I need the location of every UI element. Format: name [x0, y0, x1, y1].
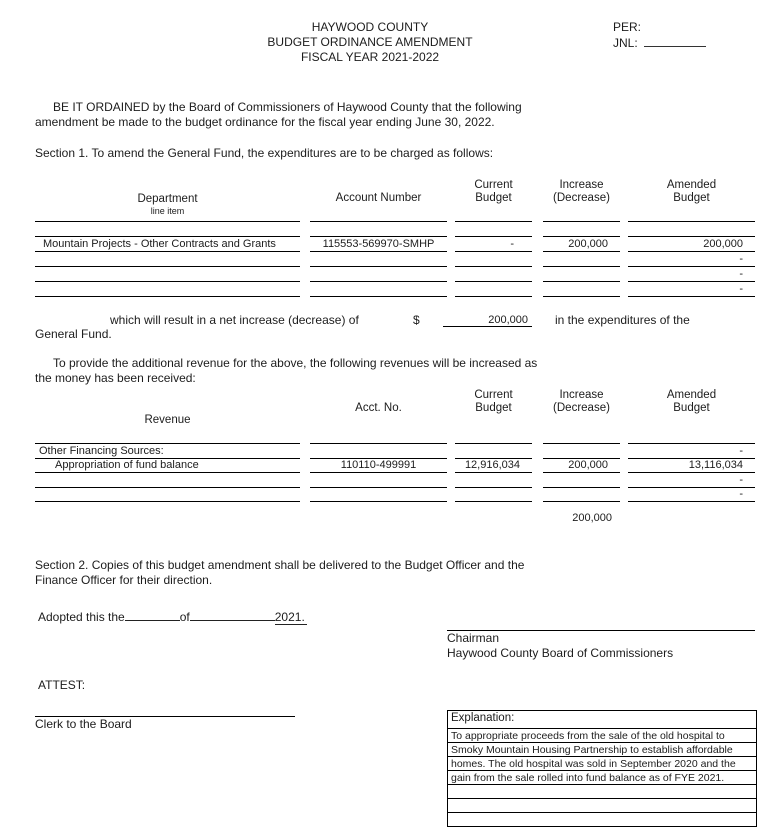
- table-row: Other Financing Sources: -: [35, 444, 755, 459]
- adopted-prefix: Adopted this the: [38, 610, 125, 624]
- jnl-row: [613, 35, 706, 51]
- document-title: [170, 20, 570, 65]
- chairman-title: Chairman: [447, 631, 500, 645]
- revenue-intro: To provide the additional revenue for the above, the following revenues will be increased as the money has been received:: [35, 356, 538, 385]
- clerk-signature-block: [35, 716, 295, 732]
- explanation-line: Smoky Mountain Housing Partnership to establish affordable: [448, 742, 756, 756]
- expenditure-table-body: [35, 222, 755, 297]
- net-increase-text: which will result in a net increase (decrease) of: [110, 313, 359, 327]
- adopted-month-blank: [190, 608, 275, 621]
- header-increase-decrease: Increase (Decrease): [543, 384, 620, 444]
- attest-label: ATTEST:: [38, 678, 86, 692]
- adopted-year: 2021.: [274, 610, 305, 624]
- header-revenue: Revenue: [35, 384, 300, 444]
- jnl-label: JNL:: [613, 36, 638, 50]
- section2-paragraph: Section 2. Copies of this budget amendment shall be delivered to the Budget Officer and the Finance Officer for their direction.: [35, 558, 525, 587]
- header-line-item: line item: [150, 206, 185, 216]
- title-fiscal-year: FISCAL YEAR 2021-2022: [300, 50, 440, 64]
- net-increase-amount: 200,000: [443, 314, 532, 327]
- clerk-label: Clerk to the Board: [35, 717, 132, 731]
- dollar-sign: $: [413, 313, 420, 327]
- expenditure-table-header: [35, 176, 755, 222]
- explanation-line: [448, 784, 756, 798]
- chairman-org: Haywood County Board of Commissioners: [447, 646, 674, 660]
- explanation-line: gain from the sale rolled into fund balance as of FYE 2021.: [448, 770, 756, 784]
- explanation-line: [448, 812, 756, 826]
- jnl-blank-line: [644, 35, 706, 47]
- header-increase-decrease: Increase (Decrease): [543, 176, 620, 222]
- title-county: HAYWOOD COUNTY: [311, 20, 429, 34]
- title-doc-type: BUDGET ORDINANCE AMENDMENT: [267, 35, 473, 49]
- table-row: Appropriation of fund balance 110110-499991 12,916,034 200,000 13,116,034: [35, 459, 755, 474]
- ordained-paragraph: BE IT ORDAINED by the Board of Commissioners of Haywood County that the following amendment be made to the budget ordinance for the fiscal year ending June 30, 2022.: [35, 100, 522, 129]
- header-acct-no: Acct. No.: [310, 384, 447, 444]
- table-row: -: [35, 488, 755, 503]
- table-row: Mountain Projects - Other Contracts and Grants 115553-569970-SMHP - 200,000 200,000: [35, 237, 755, 252]
- explanation-box: [447, 710, 757, 827]
- increase-total: 200,000: [572, 512, 612, 524]
- net-increase-line: [0, 311, 763, 327]
- table-row: [35, 222, 755, 237]
- adopted-day-blank: [125, 608, 180, 621]
- chairman-signature-block: [447, 630, 755, 661]
- table-row: -: [35, 473, 755, 488]
- header-account-number: Account Number: [310, 176, 447, 222]
- explanation-line: [448, 798, 756, 812]
- explanation-label: Explanation:: [451, 712, 515, 724]
- adopted-line: [38, 608, 307, 624]
- section1-heading: Section 1. To amend the General Fund, the expenditures are to be charged as follows:: [35, 146, 494, 160]
- table-row: -: [35, 267, 755, 282]
- header-department: Department line item: [35, 176, 300, 222]
- per-jnl-block: [613, 20, 706, 51]
- header-amended-budget: Amended Budget: [628, 176, 755, 222]
- table-row: -: [35, 282, 755, 297]
- revenue-table-body: [35, 444, 755, 502]
- header-current-budget: Current Budget: [455, 176, 532, 222]
- header-current-budget: Current Budget: [455, 384, 532, 444]
- per-label: PER:: [613, 20, 642, 34]
- net-increase-text-after: in the expenditures of the: [555, 313, 690, 327]
- general-fund-text: General Fund.: [35, 327, 112, 341]
- explanation-line: To appropriate proceeds from the sale of the old hospital to: [448, 728, 756, 742]
- revenue-table-header: [35, 384, 755, 444]
- adopted-of: of: [179, 610, 190, 624]
- explanation-line: homes. The old hospital was sold in September 2020 and the: [448, 756, 756, 770]
- table-row: -: [35, 252, 755, 267]
- header-amended-budget: Amended Budget: [628, 384, 755, 444]
